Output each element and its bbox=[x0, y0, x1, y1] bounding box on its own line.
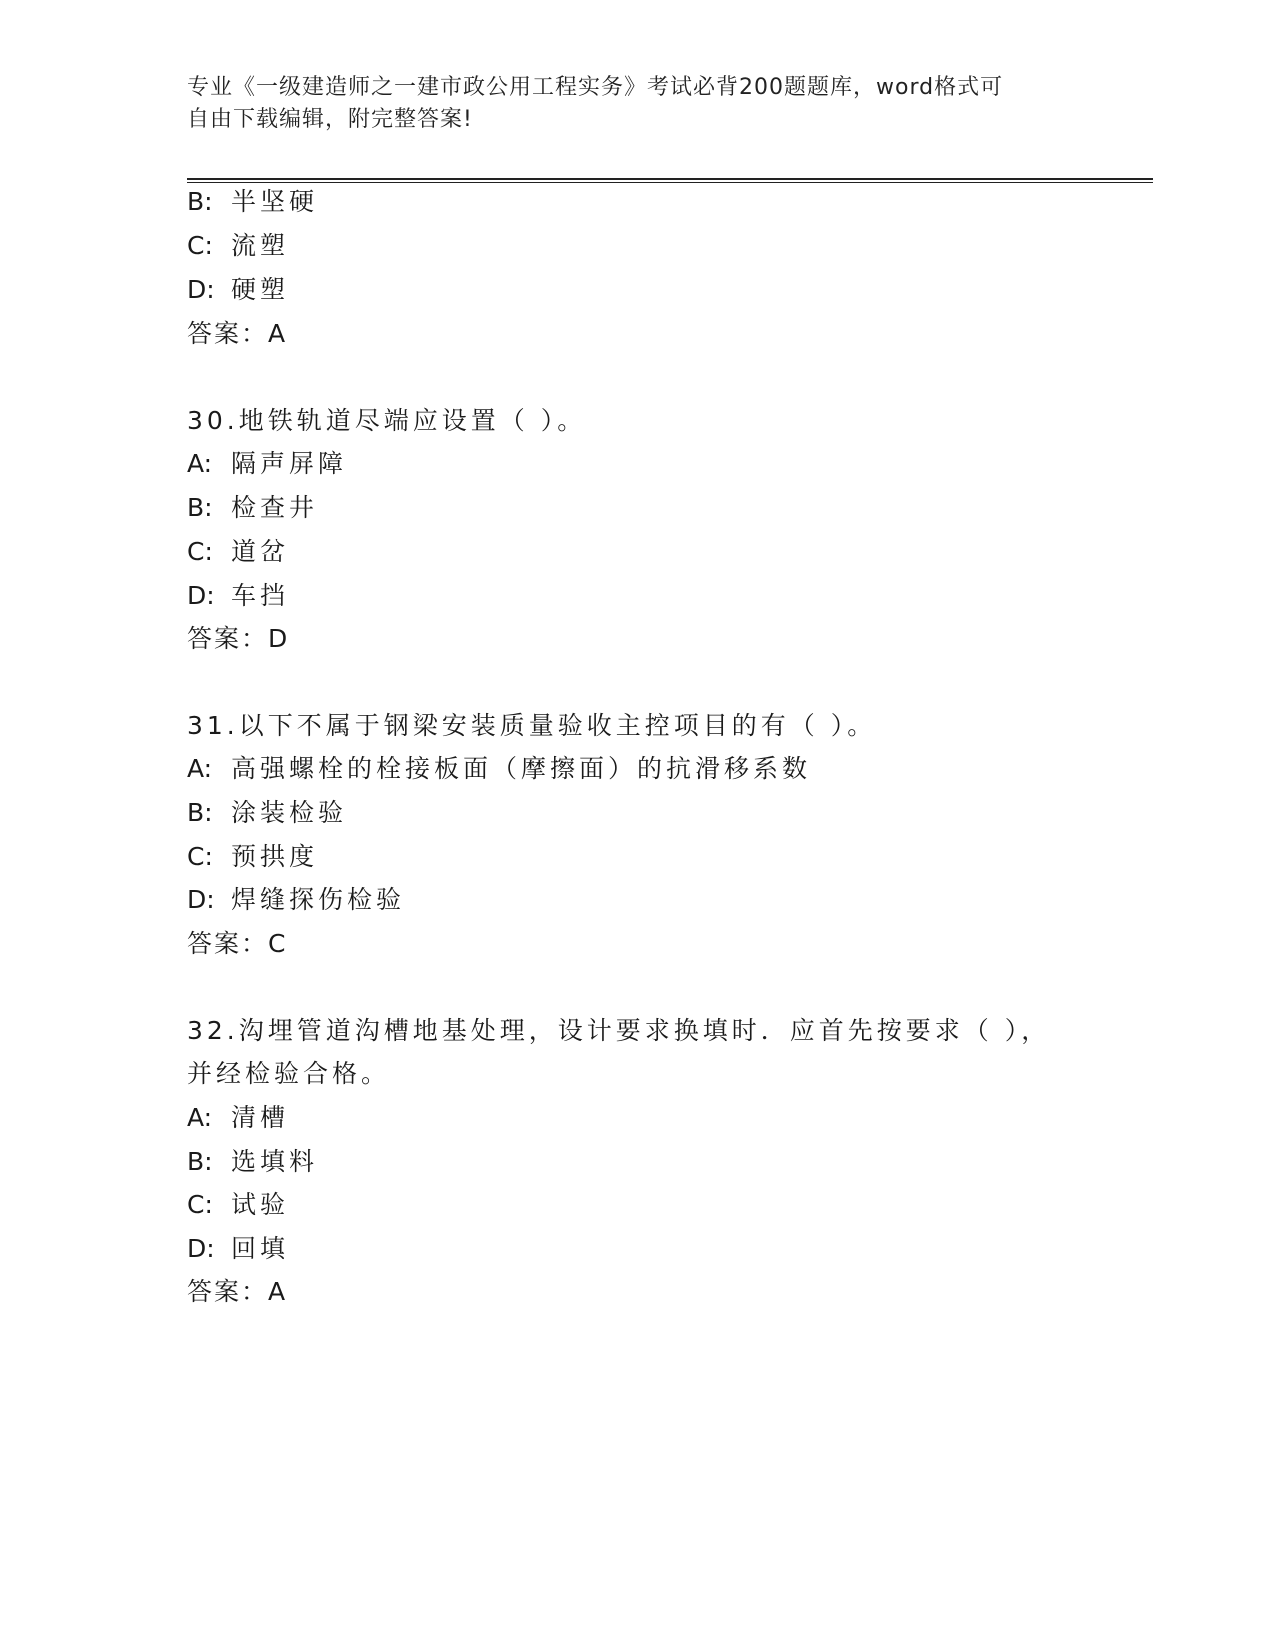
option-text: 预拱度 bbox=[231, 842, 319, 871]
option-key: C: bbox=[187, 1190, 213, 1219]
option-key: A: bbox=[187, 1103, 213, 1132]
answer-label: 答案： bbox=[187, 1277, 269, 1306]
option-text: 硬塑 bbox=[231, 275, 290, 304]
option-text: 试验 bbox=[231, 1190, 290, 1219]
document-header bbox=[187, 72, 1067, 136]
option-d bbox=[187, 274, 289, 306]
header-divider bbox=[187, 178, 1153, 183]
answer-value: C bbox=[268, 929, 288, 958]
option-text: 车挡 bbox=[231, 581, 290, 610]
option-a bbox=[187, 448, 347, 480]
answer-label: 答案： bbox=[187, 929, 269, 958]
option-text: 焊缝探伤检验 bbox=[231, 885, 406, 914]
option-text: 清槽 bbox=[231, 1103, 290, 1132]
option-text: 检查井 bbox=[231, 493, 319, 522]
header-line-1: 专业《一级建造师之一建市政公用工程实务》考试必背200题题库，word格式可 bbox=[187, 75, 1004, 100]
option-b bbox=[187, 1146, 318, 1178]
option-key: B: bbox=[187, 187, 213, 216]
answer-line bbox=[187, 623, 289, 655]
option-key: A: bbox=[187, 754, 213, 783]
question-stem: 31.以下不属于钢梁安装质量验收主控项目的有（ ）。 bbox=[187, 711, 877, 740]
option-key: D: bbox=[187, 1234, 215, 1263]
option-b bbox=[187, 797, 347, 829]
option-key: B: bbox=[187, 798, 213, 827]
option-key: C: bbox=[187, 537, 213, 566]
option-key: C: bbox=[187, 231, 213, 260]
answer-line bbox=[187, 1276, 287, 1308]
answer-value: D bbox=[268, 624, 290, 653]
option-c bbox=[187, 841, 318, 873]
question-stem: 30.地铁轨道尽端应设置（ ）。 bbox=[187, 406, 587, 435]
option-key: D: bbox=[187, 885, 215, 914]
answer-line bbox=[187, 928, 287, 960]
option-key: C: bbox=[187, 842, 213, 871]
option-b bbox=[187, 492, 318, 524]
answer-value: A bbox=[268, 319, 288, 348]
option-key: B: bbox=[187, 493, 213, 522]
option-text: 隔声屏障 bbox=[231, 449, 348, 478]
option-a bbox=[187, 753, 811, 785]
option-text: 回填 bbox=[231, 1234, 290, 1263]
option-d bbox=[187, 884, 405, 916]
option-text: 流塑 bbox=[231, 231, 290, 260]
answer-label: 答案： bbox=[187, 624, 269, 653]
option-c bbox=[187, 536, 289, 568]
option-key: B: bbox=[187, 1147, 213, 1176]
option-key: D: bbox=[187, 581, 215, 610]
option-b bbox=[187, 186, 318, 218]
option-a bbox=[187, 1102, 289, 1134]
question-stem-continued: 并经检验合格。 bbox=[187, 1059, 391, 1088]
answer-line bbox=[187, 318, 287, 350]
option-text: 半坚硬 bbox=[231, 187, 319, 216]
option-text: 涂装检验 bbox=[231, 798, 348, 827]
option-c bbox=[187, 1189, 289, 1221]
option-text: 道岔 bbox=[231, 537, 290, 566]
option-d bbox=[187, 580, 289, 612]
option-key: D: bbox=[187, 275, 215, 304]
option-d bbox=[187, 1233, 289, 1265]
question-stem: 32.沟埋管道沟槽地基处理，设计要求换填时．应首先按要求（ ）， bbox=[187, 1016, 1051, 1045]
header-line-2: 自由下载编辑，附完整答案! bbox=[187, 107, 473, 132]
answer-label: 答案： bbox=[187, 319, 269, 348]
option-c bbox=[187, 230, 289, 262]
option-text: 高强螺栓的栓接板面（摩擦面）的抗滑移系数 bbox=[231, 754, 812, 783]
option-text: 选填料 bbox=[231, 1147, 319, 1176]
answer-value: A bbox=[268, 1277, 288, 1306]
option-key: A: bbox=[187, 449, 213, 478]
